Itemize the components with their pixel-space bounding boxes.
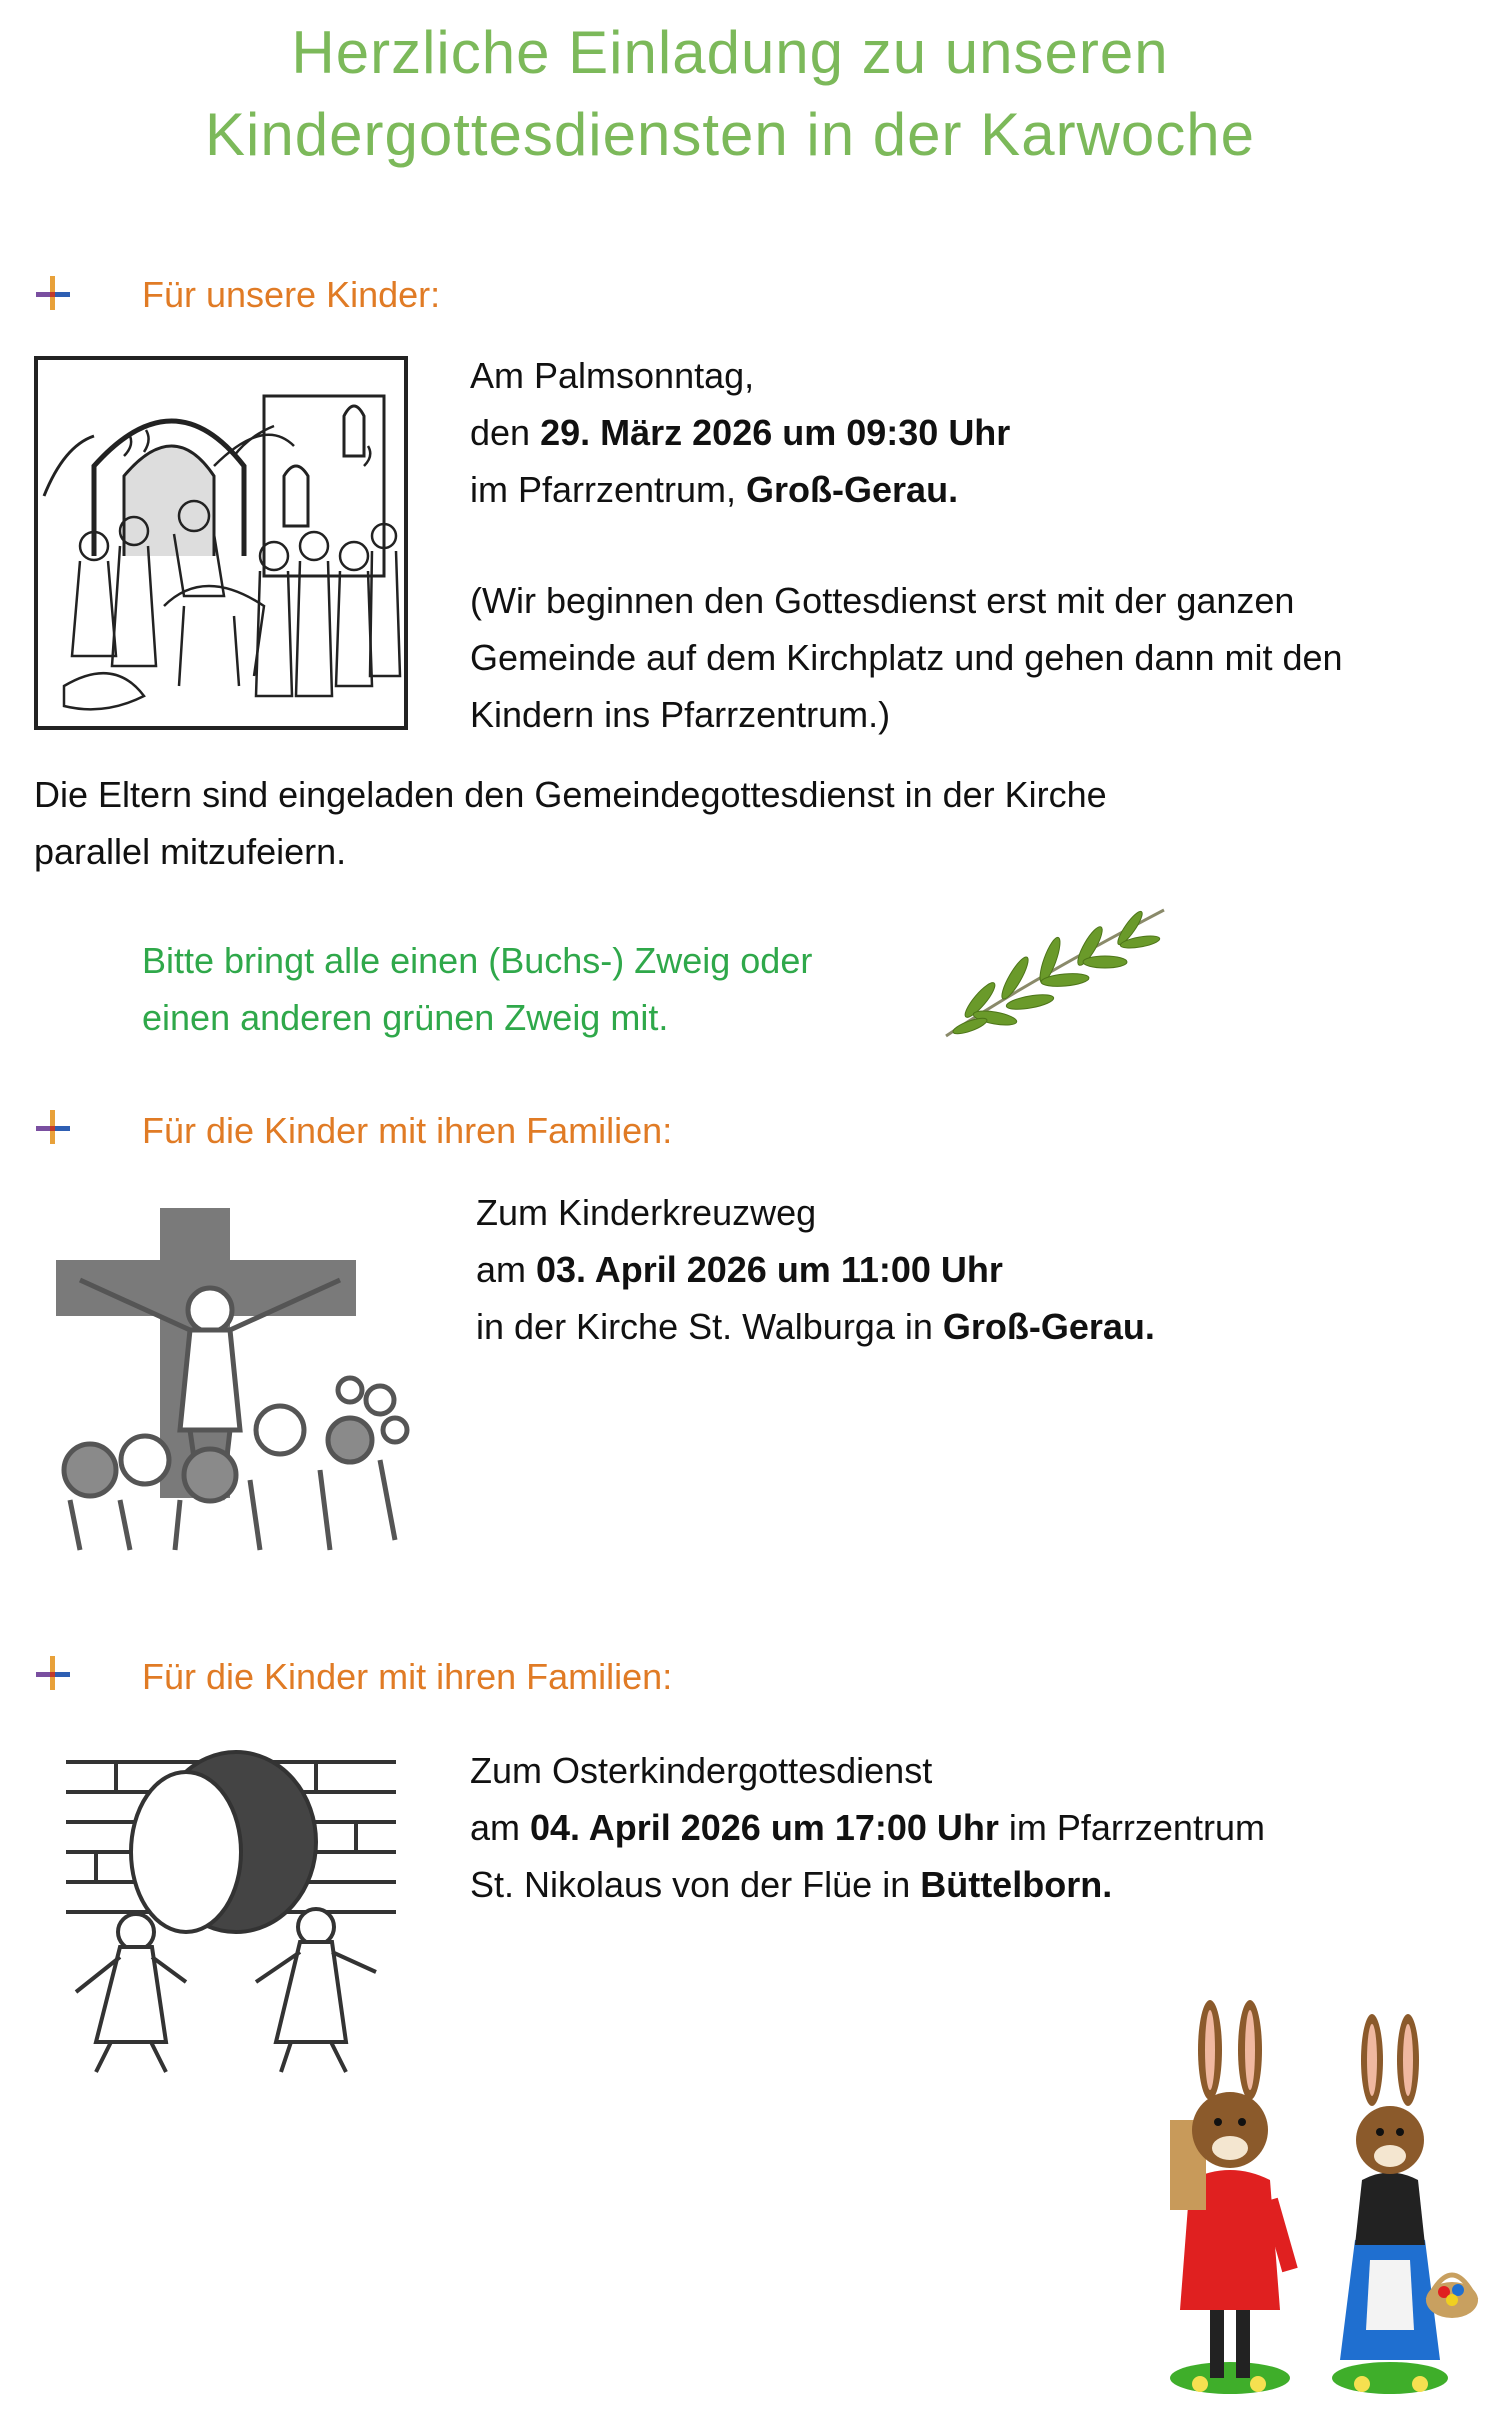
cross-bullet-icon — [36, 276, 70, 310]
title-line-1: Herzliche Einladung zu unseren — [291, 19, 1169, 86]
section3-location: Büttelborn. — [920, 1864, 1113, 1905]
section3-line-2: am 04. April 2026 um 17:00 Uhr im Pfarrzentrum — [470, 1807, 1265, 1848]
section3-date: 04. April 2026 um 17:00 Uhr — [530, 1807, 999, 1848]
parents-invitation — [34, 766, 1107, 880]
title-line-2: Kindergottesdiensten in der Karwoche — [205, 101, 1255, 168]
cross-bullet-icon — [36, 1110, 70, 1144]
section2-heading: Für die Kinder mit ihren Familien: — [142, 1110, 673, 1151]
green-branch-picture — [940, 900, 1170, 1040]
section1-heading: Für unsere Kinder: — [142, 274, 441, 315]
section1-location: Groß-Gerau. — [746, 469, 959, 510]
section1-note-line-1: (Wir beginnen den Gottesdienst erst mit der ganzen — [470, 580, 1295, 621]
page-title — [0, 12, 1460, 176]
section1-line-1: Am Palmsonntag, — [470, 355, 755, 396]
parents-line-1: Die Eltern sind eingeladen den Gemeindegottesdienst in der Kirche — [34, 774, 1107, 815]
section2-line-3: in der Kirche St. Walburga in Groß-Gerau. — [476, 1306, 1155, 1347]
section2-date: 03. April 2026 um 11:00 Uhr — [536, 1249, 1003, 1290]
section3-details — [470, 1742, 1265, 1913]
section1-details — [470, 347, 1010, 518]
section2-details — [476, 1184, 1155, 1355]
section1-line-3: im Pfarrzentrum, Groß-Gerau. — [470, 469, 959, 510]
empty-tomb-drawing — [56, 1742, 406, 2082]
branch-line-1: Bitte bringt alle einen (Buchs-) Zweig oder — [142, 940, 813, 981]
section1-note-line-2: Gemeinde auf dem Kirchplatz und gehen dann mit den — [470, 637, 1343, 678]
crucifixion-drawing — [50, 1200, 420, 1556]
section3-line-1: Zum Osterkindergottesdienst — [470, 1750, 933, 1791]
section1-note-line-3: Kindern ins Pfarrzentrum.) — [470, 694, 891, 735]
section3-heading: Für die Kinder mit ihren Familien: — [142, 1656, 673, 1697]
branch-request — [142, 932, 812, 1046]
parents-line-2: parallel mitzufeiern. — [34, 831, 347, 872]
palm-sunday-drawing — [34, 356, 408, 730]
section1-date: 29. März 2026 um 09:30 Uhr — [540, 412, 1011, 453]
cross-bullet-icon — [36, 1656, 70, 1690]
section2-line-1: Zum Kinderkreuzweg — [476, 1192, 817, 1233]
section1-note — [470, 572, 1343, 743]
section1-line-2: den 29. März 2026 um 09:30 Uhr — [470, 412, 1011, 453]
easter-bunnies-figurines — [1140, 2000, 1480, 2400]
section3-line-3: St. Nikolaus von der Flüe in Büttelborn. — [470, 1864, 1113, 1905]
section2-location: Groß-Gerau. — [942, 1306, 1155, 1347]
section2-line-2: am 03. April 2026 um 11:00 Uhr — [476, 1249, 1003, 1290]
branch-line-2: einen anderen grünen Zweig mit. — [142, 997, 669, 1038]
